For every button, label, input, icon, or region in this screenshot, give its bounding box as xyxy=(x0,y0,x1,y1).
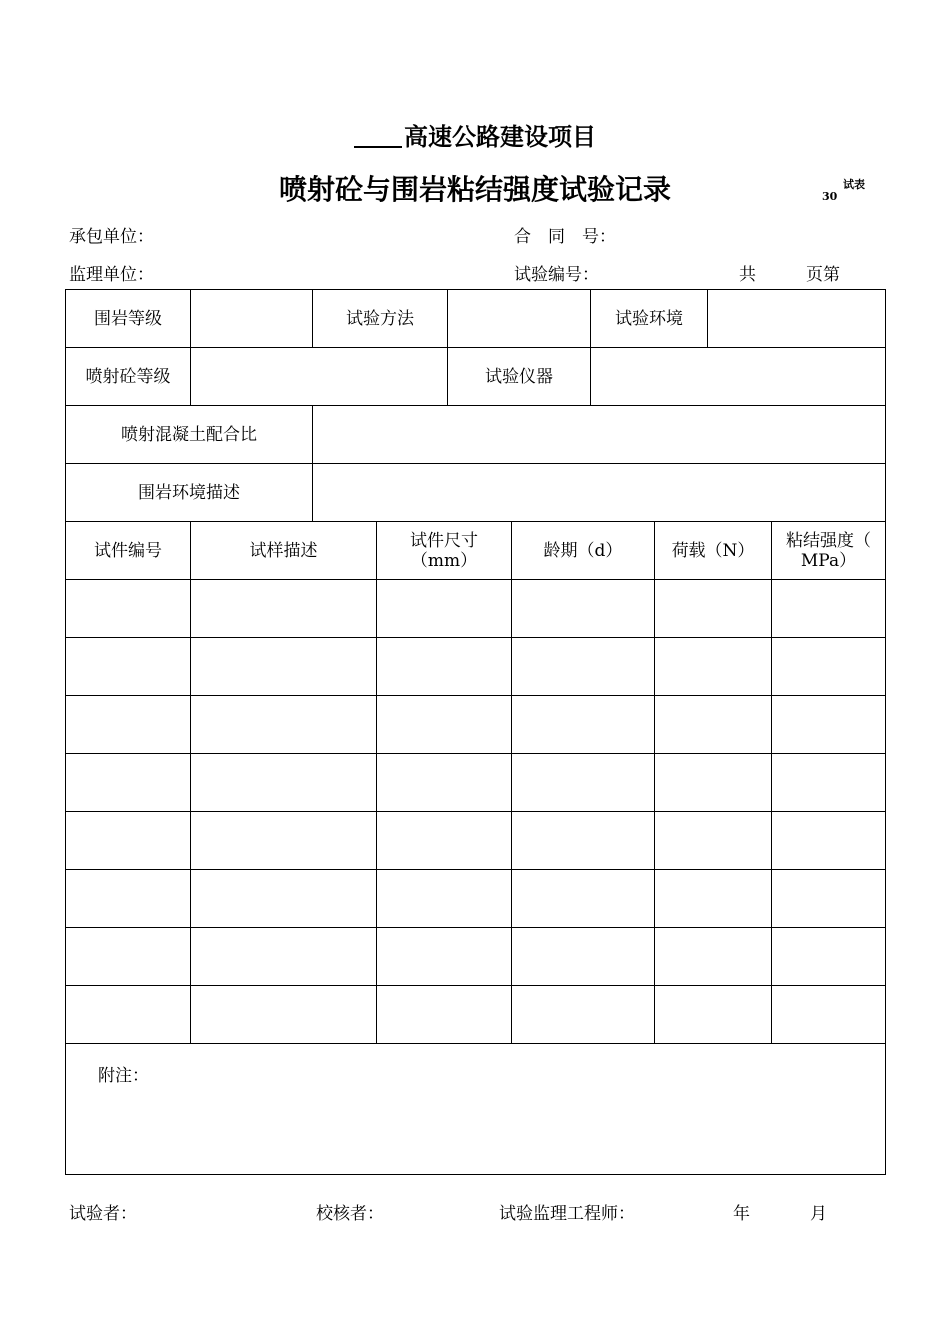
strength-cell[interactable] xyxy=(772,986,886,1044)
table-row xyxy=(66,986,886,1044)
age-cell[interactable] xyxy=(512,812,655,870)
strength-cell[interactable] xyxy=(772,754,886,812)
project-title xyxy=(0,117,950,152)
sample-desc-cell[interactable] xyxy=(191,754,377,812)
col-bond-strength xyxy=(772,522,886,580)
notes-label: 附注： xyxy=(98,1066,149,1086)
specimen-no-cell[interactable] xyxy=(66,986,191,1044)
size-cell[interactable] xyxy=(377,754,512,812)
test-environment-value[interactable] xyxy=(708,290,886,348)
info-row-2 xyxy=(66,348,886,406)
size-cell[interactable] xyxy=(377,638,512,696)
age-cell[interactable] xyxy=(512,638,655,696)
page-number-label: 页第 xyxy=(806,265,840,285)
test-record-table xyxy=(65,289,886,1175)
col-strength-line2: MPa） xyxy=(800,550,857,571)
test-no-label: 试验编号： xyxy=(514,265,599,285)
total-pages-label: 共 xyxy=(739,265,756,285)
col-load: 荷载（N） xyxy=(655,522,772,580)
size-cell[interactable] xyxy=(377,696,512,754)
load-cell[interactable] xyxy=(655,928,772,986)
strength-cell[interactable] xyxy=(772,696,886,754)
mix-ratio-value[interactable] xyxy=(313,406,886,464)
test-environment-label: 试验环境 xyxy=(591,290,708,348)
test-method-label: 试验方法 xyxy=(313,290,448,348)
table-row xyxy=(66,870,886,928)
size-cell[interactable] xyxy=(377,928,512,986)
tester-label: 试验者： xyxy=(69,1204,137,1224)
month-label: 月 xyxy=(810,1204,827,1224)
project-name-blank xyxy=(354,124,402,148)
specimen-no-cell[interactable] xyxy=(66,928,191,986)
rock-environment-label: 围岩环境描述 xyxy=(66,464,313,522)
age-cell[interactable] xyxy=(512,928,655,986)
sample-desc-cell[interactable] xyxy=(191,812,377,870)
project-title-text: 高速公路建设项目 xyxy=(404,122,596,151)
contract-no-label: 合 同 号： xyxy=(514,227,616,247)
specimen-no-cell[interactable] xyxy=(66,696,191,754)
checker-label: 校核者： xyxy=(316,1204,384,1224)
form-code-label: 试表 xyxy=(843,178,865,191)
notes-cell[interactable] xyxy=(66,1044,886,1175)
col-specimen-no: 试件编号 xyxy=(66,522,191,580)
specimen-no-cell[interactable] xyxy=(66,812,191,870)
col-specimen-size xyxy=(377,522,512,580)
specimen-no-cell[interactable] xyxy=(66,870,191,928)
sample-desc-cell[interactable] xyxy=(191,928,377,986)
specimen-no-cell[interactable] xyxy=(66,580,191,638)
size-cell[interactable] xyxy=(377,870,512,928)
col-sample-desc: 试样描述 xyxy=(191,522,377,580)
supervisor-label: 监理单位： xyxy=(69,265,154,285)
contractor-label: 承包单位： xyxy=(69,227,154,247)
specimen-no-cell[interactable] xyxy=(66,754,191,812)
col-age: 龄期（d） xyxy=(512,522,655,580)
col-strength-line1: 粘结强度（ xyxy=(786,530,871,551)
specimen-no-cell[interactable] xyxy=(66,638,191,696)
strength-cell[interactable] xyxy=(772,928,886,986)
table-row xyxy=(66,638,886,696)
load-cell[interactable] xyxy=(655,870,772,928)
test-instrument-label: 试验仪器 xyxy=(448,348,591,406)
table-row xyxy=(66,754,886,812)
size-cell[interactable] xyxy=(377,580,512,638)
table-row xyxy=(66,580,886,638)
age-cell[interactable] xyxy=(512,696,655,754)
sample-desc-cell[interactable] xyxy=(191,638,377,696)
age-cell[interactable] xyxy=(512,870,655,928)
mix-ratio-row xyxy=(66,406,886,464)
age-cell[interactable] xyxy=(512,754,655,812)
form-title: 喷射砼与围岩粘结强度试验记录 xyxy=(278,173,671,206)
strength-cell[interactable] xyxy=(772,812,886,870)
load-cell[interactable] xyxy=(655,638,772,696)
load-cell[interactable] xyxy=(655,754,772,812)
load-cell[interactable] xyxy=(655,812,772,870)
notes-row xyxy=(66,1044,886,1175)
mix-ratio-label: 喷射混凝土配合比 xyxy=(66,406,313,464)
test-method-value[interactable] xyxy=(448,290,591,348)
info-row-1 xyxy=(66,290,886,348)
rock-grade-value[interactable] xyxy=(191,290,313,348)
sample-desc-cell[interactable] xyxy=(191,696,377,754)
size-cell[interactable] xyxy=(377,986,512,1044)
table-row xyxy=(66,812,886,870)
col-size-line1: 试件尺寸 xyxy=(410,530,478,551)
shotcrete-grade-label: 喷射砼等级 xyxy=(66,348,191,406)
sample-desc-cell[interactable] xyxy=(191,870,377,928)
age-cell[interactable] xyxy=(512,986,655,1044)
shotcrete-grade-value[interactable] xyxy=(191,348,448,406)
rock-grade-label: 围岩等级 xyxy=(66,290,191,348)
strength-cell[interactable] xyxy=(772,638,886,696)
table-row xyxy=(66,928,886,986)
size-cell[interactable] xyxy=(377,812,512,870)
strength-cell[interactable] xyxy=(772,580,886,638)
load-cell[interactable] xyxy=(655,580,772,638)
load-cell[interactable] xyxy=(655,696,772,754)
test-instrument-value[interactable] xyxy=(591,348,886,406)
rock-environment-row xyxy=(66,464,886,522)
sample-desc-cell[interactable] xyxy=(191,580,377,638)
load-cell[interactable] xyxy=(655,986,772,1044)
age-cell[interactable] xyxy=(512,580,655,638)
col-size-line2: （mm） xyxy=(410,550,478,571)
year-label: 年 xyxy=(733,1204,750,1224)
sample-desc-cell[interactable] xyxy=(191,986,377,1044)
column-header-row xyxy=(66,522,886,580)
table-row xyxy=(66,696,886,754)
rock-environment-value[interactable] xyxy=(313,464,886,522)
form-code-number: 30 xyxy=(822,190,838,203)
strength-cell[interactable] xyxy=(772,870,886,928)
supervising-engineer-label: 试验监理工程师： xyxy=(499,1204,635,1224)
